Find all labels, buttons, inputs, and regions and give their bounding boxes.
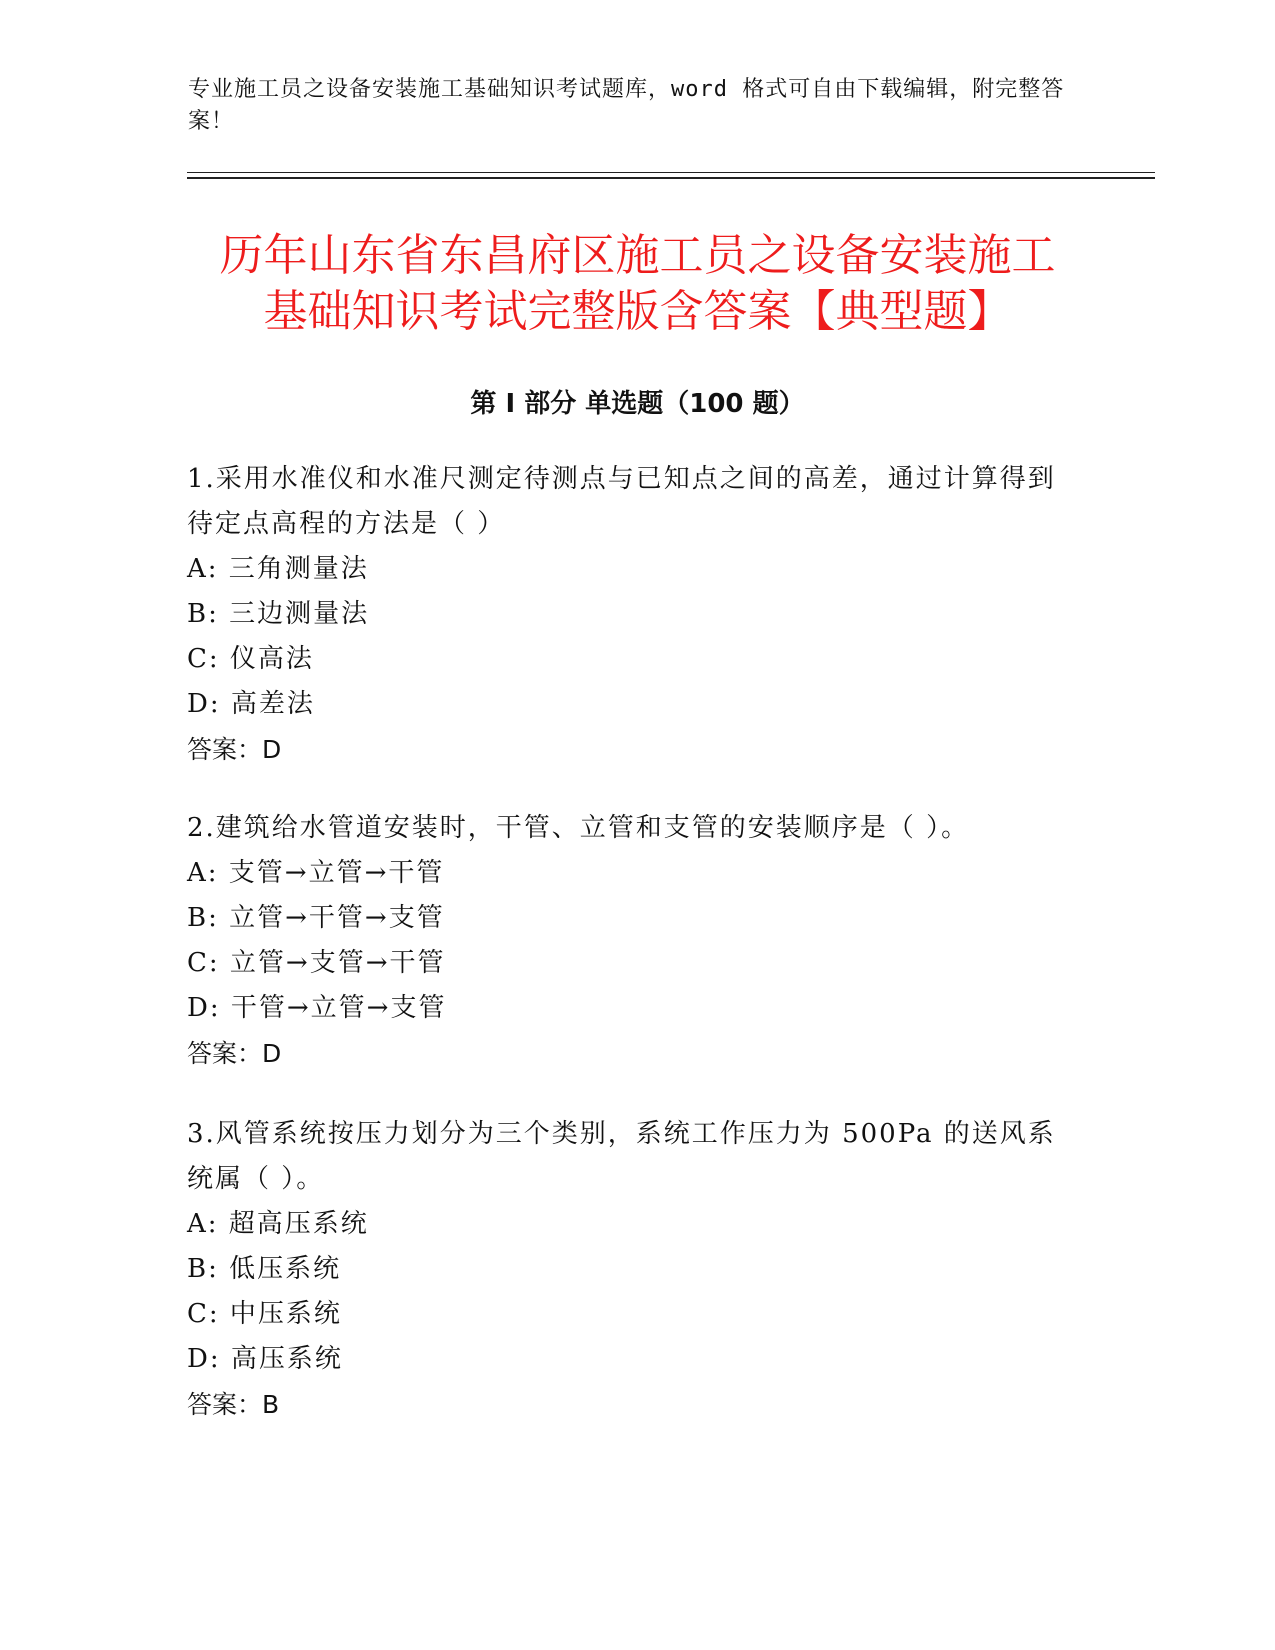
option-a: A: 支管→立管→干管 <box>187 858 445 888</box>
header-rule-thick <box>187 177 1155 179</box>
question-1 <box>187 457 1067 772</box>
question-stem: 3.风管系统按压力划分为三个类别，系统工作压力为 500Pa 的送风系统属（ ）。 <box>187 1119 1056 1194</box>
document-title-line-2: 基础知识考试完整版含答案【典型题】 <box>263 286 1012 337</box>
document-title <box>150 228 1125 340</box>
option-d: D: 高压系统 <box>187 1344 343 1374</box>
option-c: C: 立管→支管→干管 <box>187 948 446 978</box>
document-title-line-1: 历年山东省东昌府区施工员之设备安装施工 <box>219 230 1056 281</box>
option-b: B: 立管→干管→支管 <box>187 903 445 933</box>
header-note: 专业施工员之设备安装施工基础知识考试题库，word 格式可自由下载编辑，附完整答案！ <box>188 77 1065 134</box>
option-d: D: 干管→立管→支管 <box>187 993 447 1023</box>
option-a: A: 三角测量法 <box>187 554 369 584</box>
option-c: C: 仪高法 <box>187 644 314 674</box>
option-b: B: 三边测量法 <box>187 599 370 629</box>
answer: 答案：B <box>187 1390 280 1419</box>
question-stem: 2.建筑给水管道安装时，干管、立管和支管的安装顺序是（ ）。 <box>187 813 970 843</box>
answer: 答案：D <box>187 1039 282 1068</box>
question-2 <box>187 806 1067 1076</box>
answer: 答案：D <box>187 735 282 764</box>
option-a: A: 超高压系统 <box>187 1209 369 1239</box>
header-rule-thin <box>187 172 1155 173</box>
section-title: 第 I 部分 单选题（100 题） <box>470 389 805 419</box>
question-3 <box>187 1112 1067 1427</box>
question-stem: 1.采用水准仪和水准尺测定待测点与已知点之间的高差，通过计算得到待定点高程的方法是（ ） <box>187 464 1056 539</box>
option-b: B: 低压系统 <box>187 1254 342 1284</box>
option-d: D: 高差法 <box>187 689 315 719</box>
option-c: C: 中压系统 <box>187 1299 342 1329</box>
